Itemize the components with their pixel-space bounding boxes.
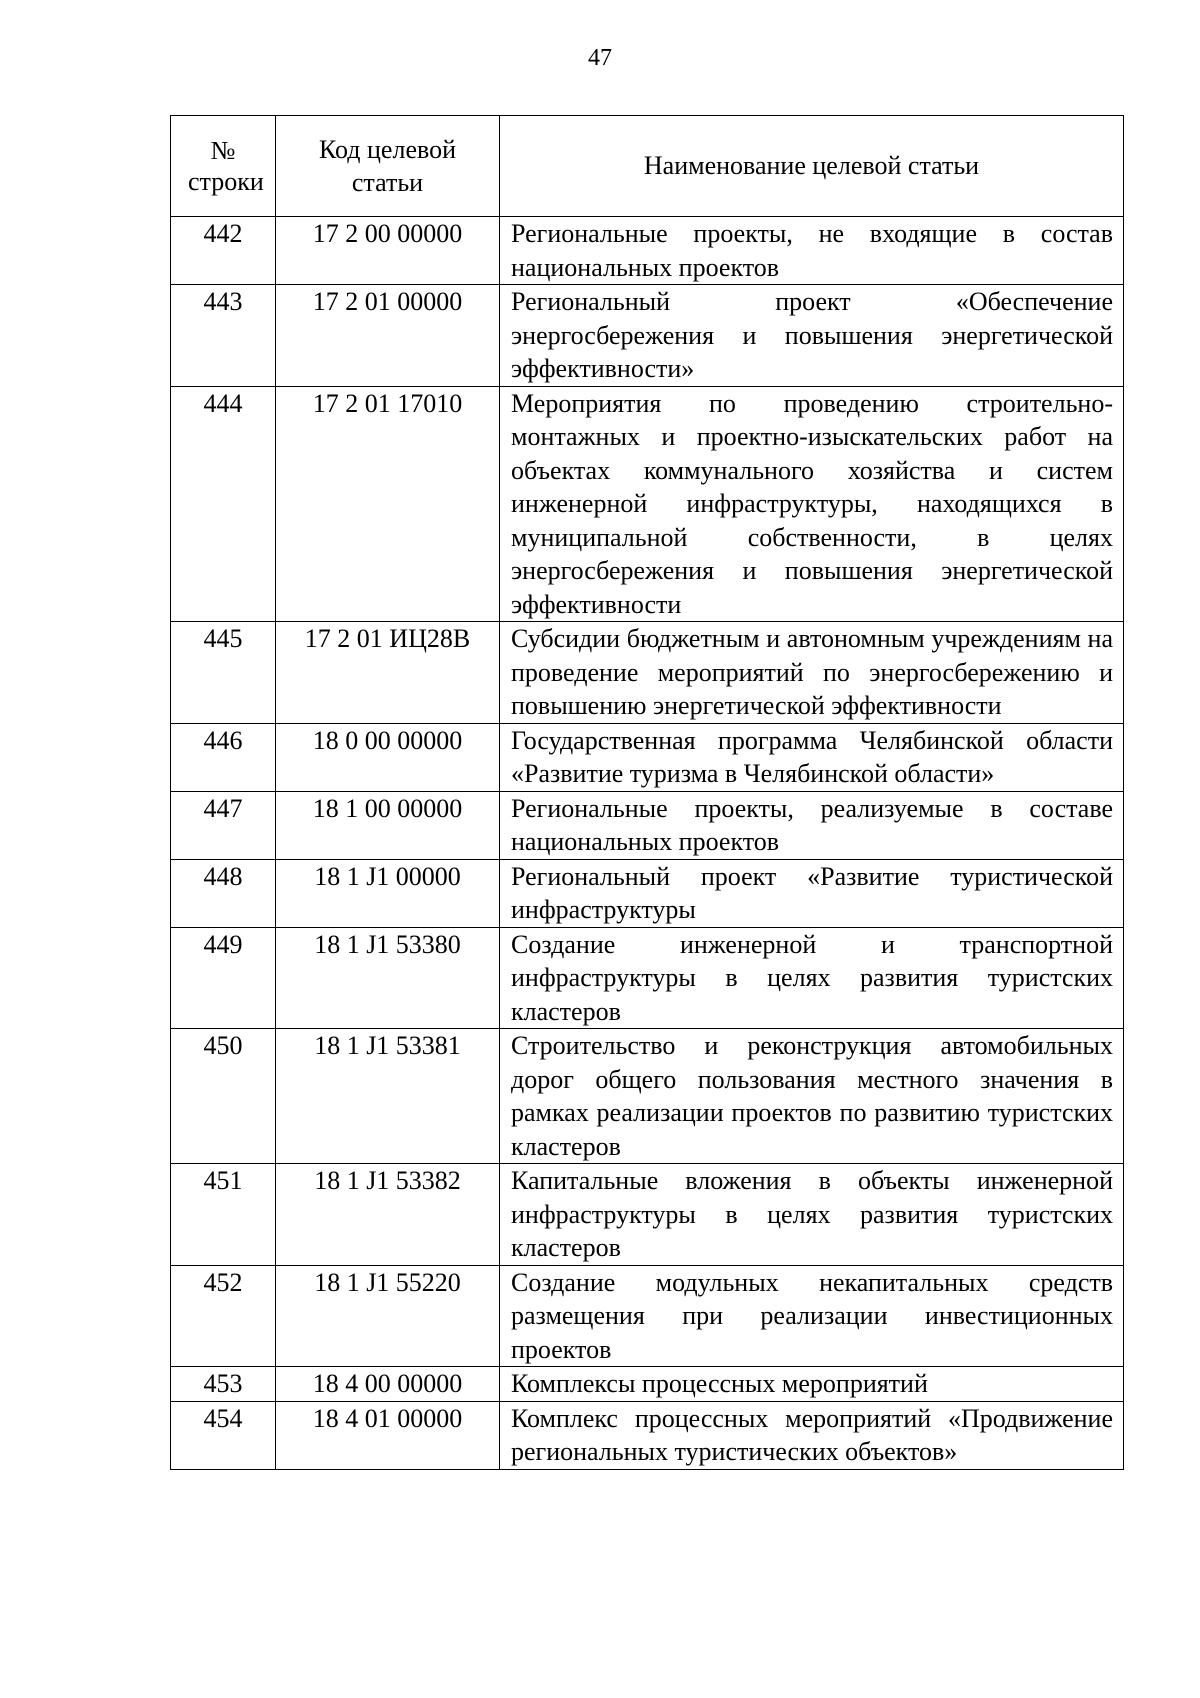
header-article-code-label: Код целевой статьи xyxy=(318,135,456,197)
table-row xyxy=(171,622,1124,724)
header-row-number xyxy=(171,116,276,217)
article-code-cell: 18 1 J1 55220 xyxy=(276,1265,500,1367)
row-number-cell: 443 xyxy=(171,285,276,387)
table-row xyxy=(171,1265,1124,1367)
article-code-cell: 18 0 00 00000 xyxy=(276,723,500,791)
article-name-cell: Комплексы процессных мероприятий xyxy=(500,1367,1124,1402)
article-code-cell: 18 4 01 00000 xyxy=(276,1401,500,1469)
article-code-cell: 18 1 J1 00000 xyxy=(276,859,500,927)
table-row xyxy=(171,1164,1124,1266)
row-number-cell: 444 xyxy=(171,386,276,622)
article-code-cell: 18 1 J1 53380 xyxy=(276,927,500,1029)
article-code-cell: 18 1 00 00000 xyxy=(276,791,500,859)
article-name-cell: Строительство и реконструкция автомобильных дорог общего пользования местного значения в рамках реализации проектов по развитию туристских кластеров xyxy=(500,1029,1124,1164)
table-row xyxy=(171,1367,1124,1402)
article-code-cell: 17 2 00 00000 xyxy=(276,217,500,285)
header-article-name-label: Наименование целевой статьи xyxy=(643,151,980,181)
table-row xyxy=(171,859,1124,927)
article-code-cell: 18 1 J1 53381 xyxy=(276,1029,500,1164)
article-code-cell: 17 2 01 00000 xyxy=(276,285,500,387)
article-code-cell: 18 1 J1 53382 xyxy=(276,1164,500,1266)
header-article-name xyxy=(500,116,1124,217)
row-number-cell: 442 xyxy=(171,217,276,285)
table-row xyxy=(171,723,1124,791)
table-row xyxy=(171,1029,1124,1164)
page-number: 47 xyxy=(588,45,612,71)
table-row xyxy=(171,1401,1124,1469)
row-number-cell: 452 xyxy=(171,1265,276,1367)
article-name-cell: Региональные проекты, не входящие в состав национальных проектов xyxy=(500,217,1124,285)
header-row-number-label: № строки xyxy=(188,136,264,196)
article-name-cell: Мероприятия по проведению строительно-монтажных и проектно-изыскательских работ на объектах коммунального хозяйства и систем инженерной инфраструктуры, находящихся в муниципальной собственности, в целях энергосбережения и повышения энергетической эффективности xyxy=(500,386,1124,622)
row-number-cell: 445 xyxy=(171,622,276,724)
row-number-cell: 449 xyxy=(171,927,276,1029)
table-header-row xyxy=(171,116,1124,217)
article-name-cell: Субсидии бюджетным и автономным учреждениям на проведение мероприятий по энергосбережению и повышению энергетической эффективности xyxy=(500,622,1124,724)
table-row xyxy=(171,927,1124,1029)
article-name-cell: Государственная программа Челябинской области «Развитие туризма в Челябинской области» xyxy=(500,723,1124,791)
row-number-cell: 453 xyxy=(171,1367,276,1402)
article-name-cell: Региональные проекты, реализуемые в составе национальных проектов xyxy=(500,791,1124,859)
article-name-cell: Создание инженерной и транспортной инфраструктуры в целях развития туристских кластеров xyxy=(500,927,1124,1029)
table-row xyxy=(171,791,1124,859)
row-number-cell: 454 xyxy=(171,1401,276,1469)
row-number-cell: 447 xyxy=(171,791,276,859)
article-name-cell: Капитальные вложения в объекты инженерной инфраструктуры в целях развития туристских кластеров xyxy=(500,1164,1124,1266)
article-name-cell: Региональный проект «Обеспечение энергосбережения и повышения энергетической эффективности» xyxy=(500,285,1124,387)
target-articles-table xyxy=(170,115,1124,1470)
article-name-cell: Комплекс процессных мероприятий «Продвижение региональных туристических объектов» xyxy=(500,1401,1124,1469)
article-code-cell: 18 4 00 00000 xyxy=(276,1367,500,1402)
table-row xyxy=(171,386,1124,622)
row-number-cell: 451 xyxy=(171,1164,276,1266)
article-name-cell: Создание модульных некапитальных средств размещения при реализации инвестиционных проектов xyxy=(500,1265,1124,1367)
article-code-cell: 17 2 01 ИЦ28В xyxy=(276,622,500,724)
row-number-cell: 450 xyxy=(171,1029,276,1164)
row-number-cell: 448 xyxy=(171,859,276,927)
article-code-cell: 17 2 01 17010 xyxy=(276,386,500,622)
table-row xyxy=(171,285,1124,387)
table-row xyxy=(171,217,1124,285)
table-body xyxy=(171,217,1124,1470)
header-article-code xyxy=(276,116,500,217)
row-number-cell: 446 xyxy=(171,723,276,791)
article-name-cell: Региональный проект «Развитие туристической инфраструктуры xyxy=(500,859,1124,927)
